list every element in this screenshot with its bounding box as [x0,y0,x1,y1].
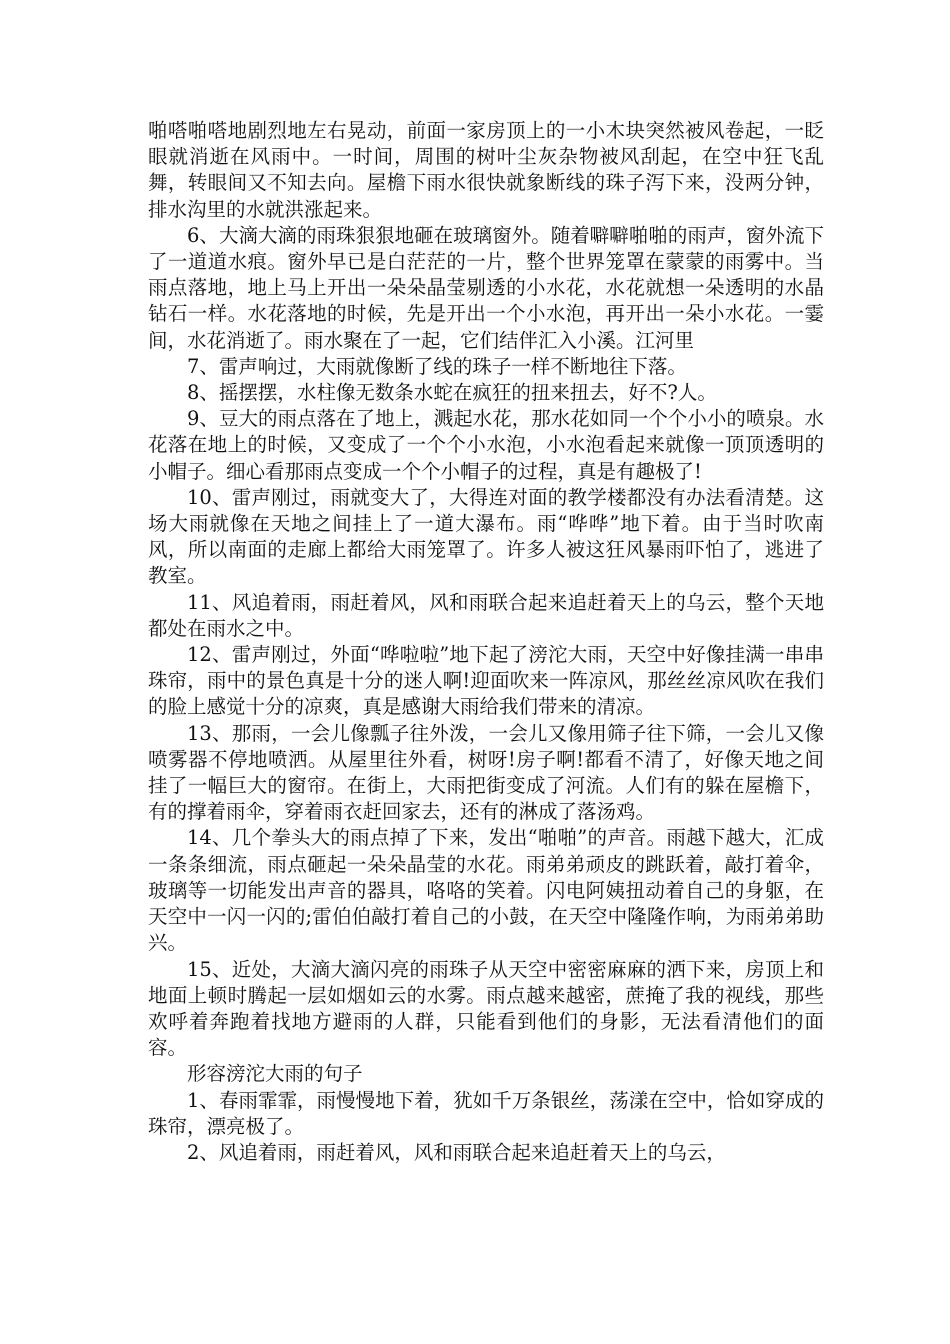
paragraph-item-8: 8、摇摆摆，水柱像无数条水蛇在疯狂的扭来扭去，好不?人。 [187,381,717,405]
paragraph-item-9: 9、豆大的雨点落在了地上，溅起水花，那水花如同一个个小小的喷泉。水花落在地上的时候，又变成了一个个小水泡，小水泡看起来就像一顶顶透明的小帽子。细心看那雨点变成一个个小帽子的过程，真是有趣极了! [148,407,824,483]
paragraph-item-2: 2、风追着雨，雨赶着风，风和雨联合起来追赶着天上的乌云， [187,1140,726,1164]
paragraph-item-6: 6、大滴大滴的雨珠狠狠地砸在玻璃窗外。随着噼噼啪啪的雨声，窗外流下了一道道水痕。窗外早已是白茫茫的一片，整个世界笼罩在蒙蒙的雨雾中。当雨点落地，地上马上开出一朵朵晶莹剔透的小水花，水花就想一朵透明的水晶钻石一样。水花落地的时候，先是开出一个小水泡，再开出一朵小水花。一霎间，水花消逝了。雨水聚在了一起，它们结伴汇入小溪。江河里 [148,223,824,352]
paragraph-item-11: 11、风追着雨，雨赶着风，风和雨联合起来追赶着天上的乌云，整个天地都处在雨水之中。 [148,590,824,640]
document-body [148,118,824,1166]
paragraph-item-12: 12、雷声刚过，外面“哗啦啦”地下起了滂沱大雨，天空中好像挂满一串串珠帘，雨中的景色真是十分的迷人啊!迎面吹来一阵凉风，那丝丝凉风吹在我们的脸上感觉十分的凉爽，真是感谢大雨给我们带来的清凉。 [148,643,824,719]
paragraph-item-15: 15、近处，大滴大滴闪亮的雨珠子从天空中密密麻麻的洒下来，房顶上和地面上顿时腾起一层如烟如云的水雾。雨点越来越密，蔗掩了我的视线，那些欢呼着奔跑着找地方避雨的人群，只能看到他们的身影，无法看清他们的面容。 [148,957,824,1060]
section-heading: 形容滂沱大雨的句子 [187,1062,363,1086]
paragraph-item-14: 14、几个拳头大的雨点掉了下来，发出“啪啪”的声音。雨越下越大，汇成一条条细流，雨点砸起一朵朵晶莹的水花。雨弟弟顽皮的跳跃着，敲打着伞，玻璃等一切能发出声音的器具，咯咯的笑着。闪电阿姨扭动着自己的身躯，在天空中一闪一闪的;雷伯伯敲打着自己的小鼓，在天空中隆隆作响，为雨弟弟助兴。 [148,826,824,955]
paragraph-item-7: 7、雷声响过，大雨就像断了线的珠子一样不断地往下落。 [187,354,687,378]
paragraph-item-1: 1、春雨霏霏，雨慢慢地下着，犹如千万条银丝，荡漾在空中，恰如穿成的珠帘，漂亮极了。 [148,1088,824,1138]
paragraph-continuation: 啪嗒啪嗒地剧烈地左右晃动，前面一家房顶上的一小木块突然被风卷起，一眨眼就消逝在风雨中。一时间，周围的树叶尘灰杂物被风刮起，在空中狂飞乱舞，转眼间又不知去向。屋檐下雨水很快就象断线的珠子泻下来，没两分钟，排水沟里的水就洪涨起来。 [148,119,824,221]
paragraph-item-10: 10、雷声刚过，雨就变大了，大得连对面的教学楼都没有办法看清楚。这场大雨就像在天地之间挂上了一道大瀑布。雨“哗哗”地下着。由于当时吹南风，所以南面的走廊上都给大雨笼罩了。许多人被这狂风暴雨吓怕了，逃进了教室。 [148,485,824,588]
paragraph-item-13: 13、那雨，一会儿像瓢子往外泼，一会儿又像用筛子往下筛，一会儿又像喷雾器不停地喷洒。从屋里往外看，树呀!房子啊!都看不清了，好像天地之间挂了一幅巨大的窗帘。在街上，大雨把街变成了河流。人们有的躲在屋檐下，有的撑着雨伞，穿着雨衣赶回家去，还有的淋成了落汤鸡。 [148,721,824,824]
